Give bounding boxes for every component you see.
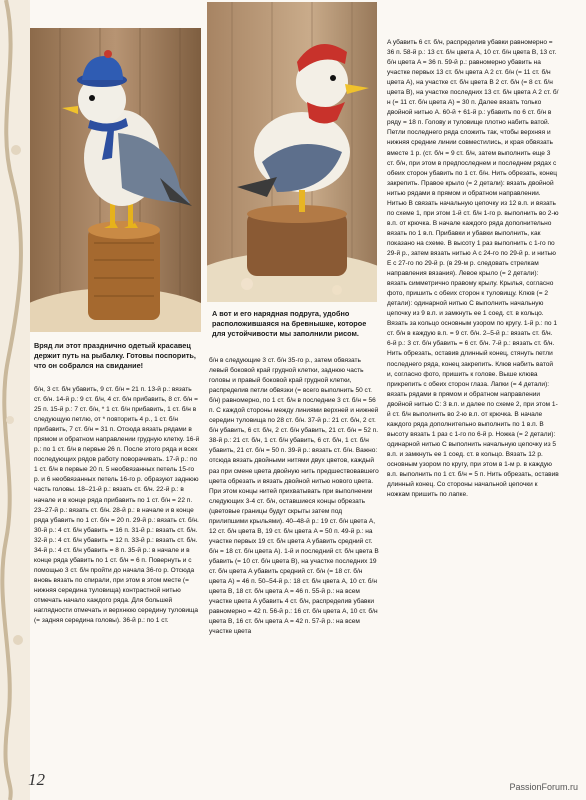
- text-column-3: A убавить 6 ст. б/н, распределив убавки равномерно = 36 п. 58-й р.: 13 ст. б/н цвета A, 10 ст. б/н цвета B, 13 ст. б/н цвета A = 36 п. 59-й р.: равномерно убавить на участке первых 13 ст. б/н цвета A 2 ст. б/н (= 11 ст. б/н цвета A), на участке ст. б/н цвета B 2 ст. б/н (= 8 ст. б/н цвета B), на участке последних 13 ст. б/н цвета A 2 ст. б/н (= 11 ст. б/н цвета A) = 30 п. Далее вязать только двойной нитью A. 60-й + 61-й р.: убавить по 6 ст. б/н в ряду = 18 п. Голову и туловище плотно набить ватой. Петли последнего ряда сложить так, чтобы верхняя и нижняя средние линии совместились, и края обвязать вместе 1 р. (ст. б/н = 9 ст. б/н, затем выполнить еще 3 ст. б/н, при этом в предпоследнем и последнем рядах с обеих сторон убавить по 1 ст. б/н. Нить обрезать, конец закрепить. Правое крыло (= 2 детали): вязать двойной нитью рядами в прямом и обратном направлении. Нитью B связать начальную цепочку из 12 в.п. и вязать по схеме 1, при этом 1-й ст. б/н 1-го р. выполнить во 2-ю в.п. от крючка. В начале каждого ряда дополнительно вязать по 1 в.п. Прибавки и убавки выполнить, как показано на схеме. В высоту 1 раз выполнить с 1-го по 29-й р., затем вязать нитью A с 24-го по 29-й р. и нитью E с 27-го по 29-й р. (в 29-м р. следовать стрелкам направления вязания). Левое крыло (= 2 детали): вязать симметрично правому крылу. Крылья, согласно фото, пришить с обеих сторон к туловищу. Клюв (= 2 детали): одинарной нитью C выполнить начальную цепочку из 9 в.п. и замкнуть ее 1 соед. ст. в кольцо. Вязать за кольцо основным узором по кругу. 1-й р.: по 1 ст. б/н в каждую в.п. = 9 ст. б/н. 2–5-й р.: вязать ст. б/н. 6-й р.: 3 ст. б/н убавить = 6 ст. б/н. 7-й р.: вязать ст. б/н. Нить обрезать, оставив длинный конец, стянуть петли последнего ряда, конец закрепить. Клюв набить ватой и, согласно фото, пришить к голове. Выше клюва прикрепить с обеих сторон глаза. Лапки (= 4 детали): вязать рядами в прямом и обратном направлении двойной нитью C: 3 в.п. и далее по схеме 2, при этом 1-й ст. б/н выполнить во 2-ю в.п. от крючка. В начале каждого ряда дополнительно выполнить по 1 в.п. В высоту вязать 1 раз с 1-го по 6-й р. Ножка (= 2 детали): одинарной нитью C выполнить начальную цепочку из 5 в.п. и замкнуть ее 1 соед. ст. в кольцо. Вязать 12 р. основным узором по кругу, при этом в 1-м р. в каждую в.п. выполнить по 1 ст. б/н = 5 п. Нить обрезать, оставив длинный конец. Со стороны начальной цепочки к ножкам пришить по лапке.: [387, 39, 559, 499]
- photo-male-seagull: [30, 28, 201, 332]
- text-column-2: б/н в следующие 3 ст. б/н 35-го р., затем обвязать левый боковой край грудной клетки, заднюю часть головы и правый боковой край грудной клетки, распределив петли обвязки (= всего выполнить 50 ст. б/н) равномерно, по 1 ст. б/н в последние 3 ст. б/н = 56 п. С каждой стороны между линиями верхней и нижней середин туловища по 28 ст. б/н. 37-й р.: 21 ст. б/н, 2 ст. б/н убавить, 6 ст. б/н, 2 ст. б/н убавить, 21 ст. б/н = 52 п. 38-й р.: 21 ст. б/н, 1 ст. б/н убавить, 6 ст. б/н, 1 ст. б/н убавить, 21 ст. б/н = 50 п. 39-й р.: вязать ст. б/н. Важно: отсюда вязать двойными нитями двух цветов, каждый раз при смене цвета двойную нить предшествовавшего цвета обрезать и вязать двойной нитью нового цвета. При этом концы нитей прихватывать при выполнении следующих 3-4 ст. б/н, оставшиеся концы обрезать (цветовые границы будут скрыты затем под прилипшими крыльями). 40–48-й р.: 19 ст. б/н цвета A, 12 ст. б/н цвета B, 19 ст. б/н цвета A = 50 п. 49-й р.: на участке первых 19 ст. б/н цвета A убавить средний ст. б/н = 18 ст. б/н цвета A). 1-й и последний ст. б/н цвета B убавить (= 10 ст. б/н цвета B), на участке последних 19 ст. б/н цвета A убавить средний ст. б/н (= 18 ст. б/н цвета A) = 46 п. 50–54-й р.: 18 ст. б/н цвета A, 10 ст. б/н цвета B, 18 ст. б/н цвета A = 46 п. 55-й р.: на всем участке цвета A убавить 4 ст. б/н, распределив убавки равномерно = 42 п. 56-й р.: 16 ст. б/н цвета A, 10 ст. б/н цвета B, 16 ст. б/н цвета A = 42 п. 57-й р.: на всем участке цвета: [209, 357, 379, 636]
- caption-middle: А вот и его нарядная подруга, удобно расположившаяся на бревнышке, которое для устойчивости мы заполнили рисом.: [212, 309, 367, 338]
- watermark: PassionForum.ru: [509, 782, 578, 792]
- page-number: 12: [28, 770, 45, 789]
- photo-female-seagull: [207, 2, 377, 302]
- decor-strip: [0, 0, 30, 800]
- text-column-1: б/н, 3 ст. б/н убавить, 9 ст. б/н = 21 п. 13-й р.: вязать ст. б/н. 14-й р.: 9 ст. б/н, 4 ст. б/н прибавить, 8 ст. б/н = 25 п. 15-й р.: 7 ст. б/н, * 1 ст. б/н прибавить, 1 ст. б/н в следующую петлю, от * повторить 4 р., 1 ст. б/н прибавить, 7 ст. б/н = 31 п. Отсюда вязать рядами в прямом и обратном направлении грудную клетку. 16-й р.: по 1 ст. б/н в первые 26 п. После этого ряда и всех последующих рядов работу поворачивать. 17-й р.: по 1 ст. б/н в первые 20 п. 5 необвязанных петель 15-го р. и 6 необвязанных петель 16-го р. образуют заднюю часть головы. 18–21-й р.: вязать ст. б/н. 22-й р.: в начале и в конце ряда прибавить по 1 ст. б/н = 22 п. 23–27-й р.: вязать ст. б/н. 28-й р.: в начале и в конце ряда убавить по 1 ст. б/н = 20 п. 29-й р.: вязать ст. б/н. 30-й р.: 4 ст. б/н убавить = 16 п. 31-й р.: вязать ст. б/н. 32-й р.: 4 ст. б/н убавить = 12 п. 33-й р.: вязать ст. б/н. 34-й р.: 4 ст. б/н убавить = 8 п. 35-й р.: в начале и в конце ряда убавить по 1 ст. б/н = 6 п. Повернуть и с помощью 3 ст. б/н пройти до начала 36-го р. Отсюда вновь вязать по спирали, при этом в этом месте (= нижняя середина туловища) контрастной нитью отмечать начало каждого ряда. Для большей наглядности отмечать и верхнюю середину туловища (= задняя середина головы). 36-й р.: по 1 ст.: [34, 386, 200, 625]
- caption-left: Вряд ли этот празднично одетый красавец держит путь на рыбалку. Готовы поспорить, что он собрался на свидание!: [34, 341, 196, 370]
